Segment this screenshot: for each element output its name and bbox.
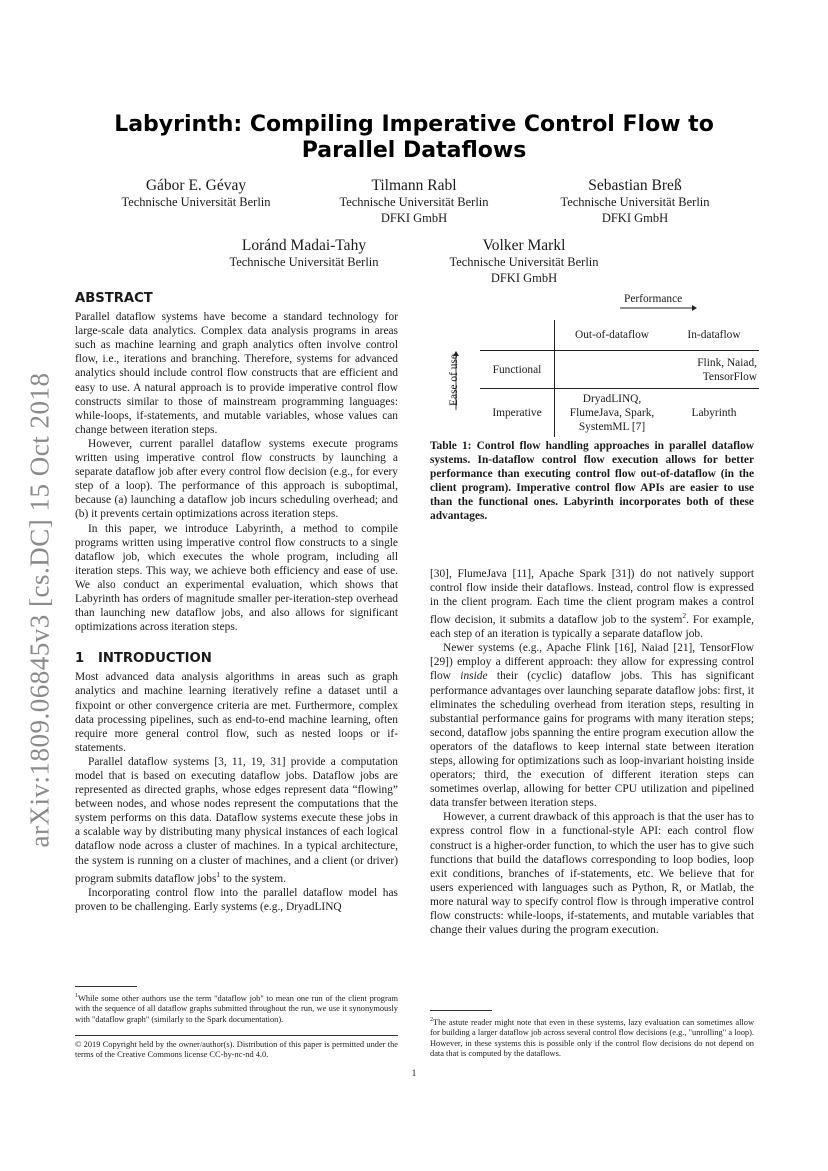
copyright-rule [75,1035,398,1036]
author-block-4 [205,236,403,271]
table-row [480,351,759,389]
table-col-header: Out-of-dataflow [555,320,670,351]
intro-paragraph: Incorporating control flow into the parallel dataflow model has proven to be challenging. Early systems (e.g., DryadLINQ [75,886,398,913]
author-block-3 [535,176,735,226]
author-affiliation: Technische Universität Berlin [229,255,379,269]
author-name: Gábor E. Gévay [145,177,247,194]
body-paragraph: Newer systems (e.g., Apache Flink [16], Naiad [21], TensorFlow [29]) employ a different approach: they allow for expressing control flow inside their (cyclic) dataflow jobs. This has significant performance advantages over launching separate dataflow jobs: first, it eliminates the scheduling overhead from iteration steps, resulting in substantial performance gains for programs with many iteration steps; second, dataflow jobs spanning the entire program execution allow the operators of the dataflows to keep internal state between iteration steps, allowing for optimizations such as loop-invariant hoisting inside operators; third, the execution of different iteration steps can sometimes overlap, allowing for better CPU utilization and pipelined data transfer between iteration steps. [430,642,754,810]
copyright-notice: © 2019 Copyright held by the owner/author(s). Distribution of this paper is permitted under the terms of the Creative Commons license CC-by-nc-nd 4.0. [75,1040,398,1060]
table-row [480,389,759,438]
footnote-2: $^2$The astute reader might note that even in these systems, lazy evaluation can sometimes allow for building a larger dataflow job across several control flow decisions (e.g., "unrolling" a loop). However, in these systems this is possible only if the control flow decisions do not depend on data that is computed by the dataflows. [430,1017,754,1059]
footnote-ref: 1 [216,869,221,879]
author-affiliation: DFKI GmbH [490,270,558,285]
author-block-1 [98,176,294,211]
footnote-rule [430,1010,492,1011]
page-number: 1 [411,1069,417,1079]
performance-arrow [618,302,698,314]
abstract-paragraph: However, current parallel dataflow systems execute programs written using imperative control flow constructs by launching a separate dataflow job after every control flow decision (e.g., for every step of a loop). The performance of this approach is suboptimal, because (a) launching a dataflow job incurs scheduling overhead; and (b) it prevents certain optimizations across iteration steps. [75,437,398,521]
abstract-paragraph: Parallel dataflow systems have become a standard technology for large-scale data analytics. Complex data analysis programs in areas such as machine learning and graph analytics often involve control flow, i.e., iterations and branching. Therefore, systems for advanced analytics should include control flow constructs that are efficient and easy to use. A natural approach is to provide imperative control flow constructs similar to those of mainstream programming languages: while-loops, if-statements, and mutable variables, whose values can change between iteration steps. [75,311,398,436]
author-affiliation: DFKI GmbH [601,210,669,225]
table-cell: Labyrinth [669,389,759,438]
author-name: Loránd Madai-Tahy [241,237,367,254]
author-affiliation: DFKI GmbH [380,210,448,225]
author-name: Volker Markl [482,237,566,254]
author-affiliation: Technische Universität Berlin [339,195,489,209]
table-cell [555,351,670,389]
table-col-header: In-dataflow [687,329,741,341]
arxiv-identifier: arXiv:1809.06845v3 [cs.DC] 15 Oct 2018 [24,372,55,848]
table-header-row [480,320,759,351]
author-name: Tilmann Rabl [371,177,457,194]
intro-paragraph: Most advanced data analysis algorithms in areas such as graph analytics and machine learning iteratively refine a dataset until a fixpoint or other convergence criteria are met. Furthermore, complex data processing pipelines, such as end-to-end machine learning, often require more general control flow, such as nested loops or if-statements. [75,671,398,754]
table-row-label: Functional [480,351,555,389]
table-row-label: Imperative [480,389,555,438]
author-block-2 [315,176,513,226]
paper-title: Labyrinth: Compiling Imperative Control Flow to Parallel Dataflows [114,112,714,163]
table-1 [480,320,759,437]
abstract-paragraph: In this paper, we introduce Labyrinth, a method to compile programs written using imperative control flow constructs to a single dataflow job, which executes the whole program, including all iteration steps. This way, we achieve both efficiency and ease of use. We also conduct an experimental evaluation, which shows that Labyrinth has orders of magnitude smaller per-iteration-step overhead than launching new dataflow jobs, and also allows for significant optimizations across iteration steps. [75,522,398,634]
author-block-5 [424,236,624,286]
right-column [430,567,754,937]
footnote-1: $^1$While some other authors use the term "dataflow job" to mean one run of the client program with the sequence of all dataflow graphs submitted throughout the run, we use it synonymously with "dataflow graph" (similarly to the Spark documentation). [75,993,398,1024]
body-paragraph: However, a current drawback of this approach is that the user has to express control flow in a functional-style API: each control flow construct is a higher-order function, to which the user has to give such functions that build the dataflows corresponding to loop bodies, loop exit conditions, branches of if-statements, etc. We believe that for users experienced with languages such as Python, R, or Matlab, the more natural way to specify control flow is through imperative control flow constructs: while-loops, if-statements, and mutable variables that change their values during the program execution. [430,811,754,937]
author-affiliation: Technische Universität Berlin [560,195,710,209]
abstract-heading: ABSTRACT [75,291,153,306]
footnote-ref: 2 [682,611,687,621]
author-name: Sebastian Breß [588,177,682,194]
body-paragraph: [30], FlumeJava [11], Apache Spark [31]) do not natively support control flow inside their dataflows. Instead, control flow is expressed in the client program. Each time the client program makes a control flow decision, it submits a dataflow job to the system$^2$. For example, each step of an iteration is typically a separate dataflow job. [430,568,755,641]
table-ease-of-use-label: Ease of use [448,354,460,406]
table-performance-label: Performance [624,293,683,305]
table-cell: DryadLINQ, FlumeJava, Spark, SystemML [7] [555,389,670,438]
table-1-caption: Table 1: Control flow handling approaches in parallel dataflow systems. In-dataflow control flow execution allows for better performance than executing control flow out-of-dataflow (in the client program). Imperative control flow APIs are easier to use than the functional ones. Labyrinth incorporates both of these advantages. [430,440,754,523]
table-cell: Flink, Naiad, TensorFlow [669,351,759,389]
footnote-rule [75,986,137,987]
left-column [75,292,398,914]
section-heading-introduction: 1 INTRODUCTION [75,651,212,667]
intro-paragraph: Parallel dataflow systems [3, 11, 19, 31] provide a computation model that is based on executing dataflow jobs. Dataflow jobs are represented as directed graphs, whose edges represent data “flowing” between nodes, and whose nodes represent the computations that the system performs on this data. Dataflow systems execute these jobs in a scalable way by distributing many physical instances of each logical dataflow node across a cluster of machines. In a typical architecture, the system is running on a cluster of machines, and a client (or driver) program submits dataflow jobs$^1$ to the system. [75,755,398,885]
author-affiliation: Technische Universität Berlin [121,195,271,209]
author-affiliation: Technische Universität Berlin [449,255,599,269]
